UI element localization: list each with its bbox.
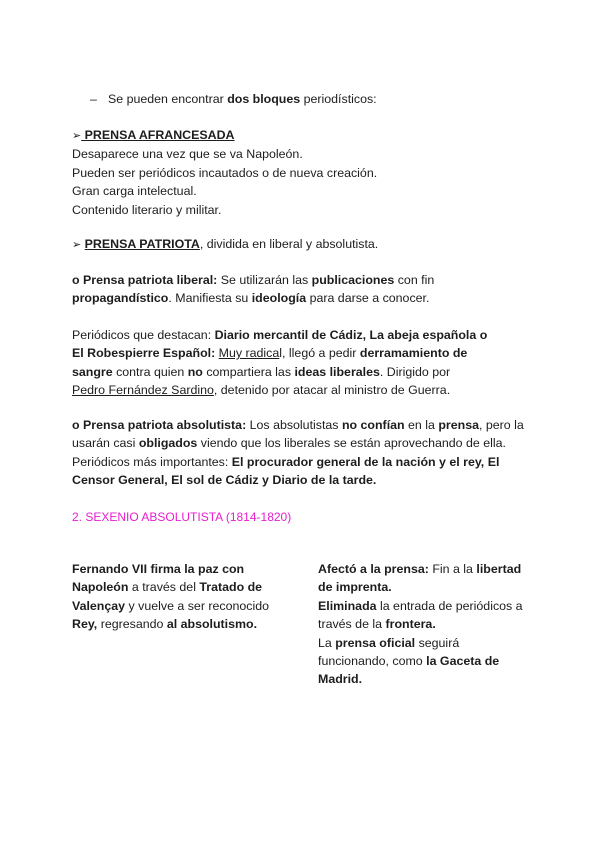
section-prensa-patriota — [72, 235, 378, 254]
text-line: Contenido literario y militar. — [72, 202, 222, 217]
text-line: Desaparece una vez que se va Napoleón. — [72, 147, 303, 162]
section-title: ➢ PRENSA PATRIOTA, dividida en liberal y absolutista. — [72, 237, 379, 251]
bullet-dash: – — [90, 92, 97, 106]
paragraph-prensa-liberal: o Prensa patriota liberal: Se utilizarán las publicaciones con fin propagandístico. Manifiesta su ideología para darse a conocer. — [72, 273, 435, 306]
section-heading-sexenio: 2. SEXENIO ABSOLUTISTA (1814-1820) — [72, 510, 292, 524]
text-line: Gran carga intelectual. — [72, 184, 197, 199]
left-column: Fernando VII firma la paz con Napoleón a través del Tratado de Valençay y vuelve a ser reconocido Rey, regresando al absolutismo. — [72, 562, 270, 632]
arrow-icon: ➢ — [72, 129, 82, 142]
section-prensa-afrancesada — [72, 126, 377, 219]
paragraph-periodicos-destacan: Periódicos que destacan: Diario mercantil de Cádiz, La abeja española o El Robespierre Español: Muy radical, llegó a pedir derramamiento de sangre contra quien no compartiera las ideas liberales. Dirigido por Pedro Fernández Sardino, detenido por atacar al ministro de Guerra. — [72, 328, 488, 398]
paragraph-prensa-absolutista: o Prensa patriota absolutista: Los absolutistas no confían en la prensa, pero la usarán casi obligados viendo que los liberales se están aprovechando de ella. Periódicos más importantes: El procurador general de la nación y el rey, El Censor General, El sol de Cádiz y Diario de la tarde. — [72, 418, 524, 488]
arrow-icon: ➢ — [72, 238, 82, 251]
right-column: Afectó a la prensa: Fin a la libertad de imprenta. Eliminada la entrada de periódicos a través de la frontera. La prensa oficial seguirá funcionando, como la Gaceta de Madrid. — [318, 562, 523, 687]
section-title: ➢ PRENSA AFRANCESADA — [72, 128, 235, 142]
bullet-item: – Se pueden encontrar dos bloques periodísticos: — [90, 90, 530, 108]
text-line: Pueden ser periódicos incautados o de nueva creación. — [72, 165, 378, 180]
